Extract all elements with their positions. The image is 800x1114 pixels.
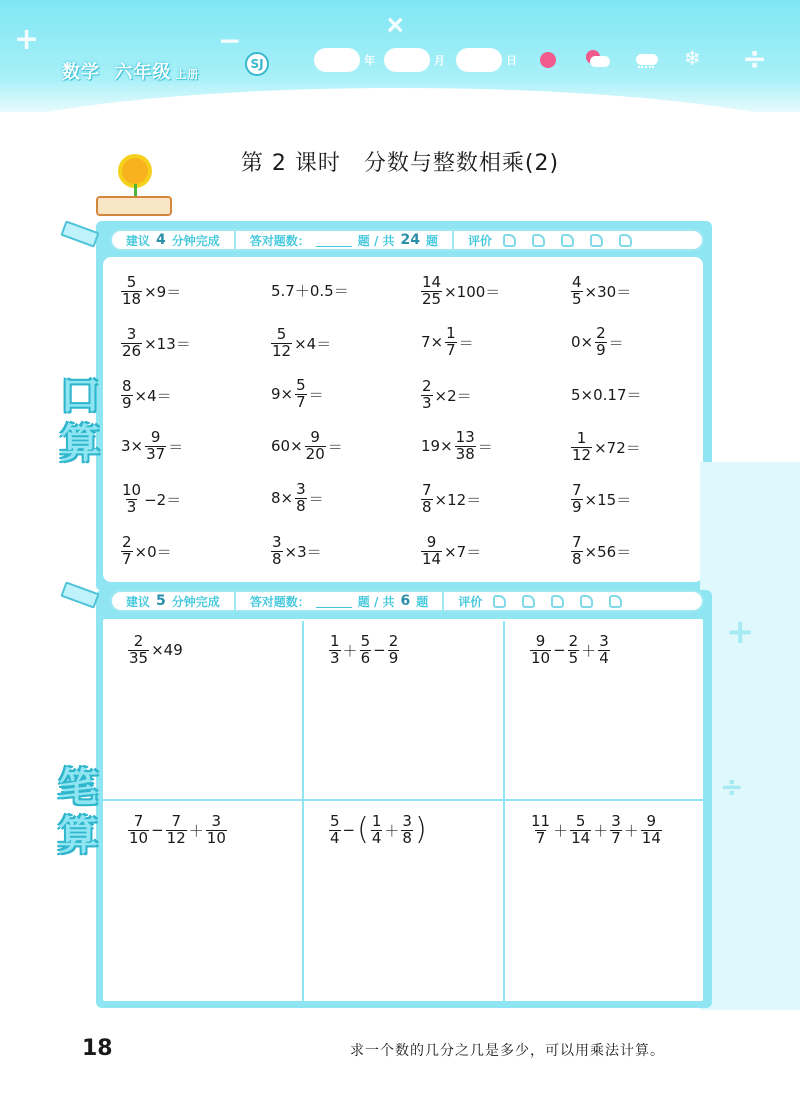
operator-text: 9× [271,385,294,403]
math-expression [120,275,182,308]
fraction [571,483,583,516]
score-count: 答对题数： 题 / 共 24 题 [249,232,439,248]
denominator: 18 [122,290,142,308]
operator-text: ＋ [581,641,597,660]
fraction [121,275,142,308]
written-problem[interactable] [103,801,304,1001]
numerator: 3 [211,812,222,830]
numerator: 2 [122,533,132,552]
operator-text: − [553,641,566,660]
day-label: 日 [506,54,517,67]
operator-text: ＝ [458,333,474,352]
denominator: 12 [572,446,592,464]
mental-problem[interactable] [120,480,270,516]
rating: 评价 [454,232,651,249]
fraction [305,427,326,463]
written-problem[interactable] [304,801,505,1001]
denominator: 10 [531,648,551,667]
denominator: 4 [371,828,382,847]
numerator: 11 [531,812,551,830]
written-problem[interactable] [103,621,304,801]
operator-text: ＝ [327,437,343,456]
times-decoration-icon: + [375,4,416,45]
denominator: 20 [305,444,325,463]
fraction [145,427,166,463]
fraction [360,634,372,667]
mental-problem[interactable] [570,532,720,568]
denominator: 9 [572,498,582,516]
denominator: 12 [272,342,292,360]
numerator: 3 [402,812,412,830]
fraction [128,634,149,667]
mental-problem[interactable] [570,428,720,464]
fraction [388,634,400,667]
mental-problem[interactable] [120,427,270,463]
operator-text: 8× [271,489,294,507]
numerator: 7 [133,812,144,830]
numerator: 4 [572,273,582,292]
sunny-icon[interactable] [540,52,556,68]
math-expression [328,634,400,667]
math-expression [420,379,473,412]
numerator: 2 [133,632,144,650]
correct-count-field[interactable] [316,234,352,247]
numerator: 3 [611,812,621,830]
numerator: 5 [276,325,287,344]
suggested-time: 建议 5 分钟完成 [126,593,220,609]
month-label: 月 [434,54,445,67]
fraction [329,814,341,847]
minus-decoration-icon: − [218,24,242,57]
math-expression [328,814,428,847]
math-expression [120,535,173,568]
written-problem[interactable] [304,621,505,801]
math-expression [570,323,625,359]
math-expression [270,375,325,411]
numerator: 7 [572,481,582,500]
operator-text: − [373,641,386,660]
thumbs-up-icon[interactable] [503,234,516,247]
fraction [329,634,341,667]
math-expression [127,634,184,667]
numerator: 7 [422,481,432,500]
lesson-title: 第 2 课时 分数与整数相乘(2) [240,151,560,176]
mental-info-bar [110,229,704,251]
denominator: 3 [126,498,137,516]
numerator: 14 [422,273,442,292]
math-expression [127,814,228,847]
denominator: 12 [166,828,186,847]
numerator: 9 [426,533,437,552]
fraction [445,323,457,359]
plus-decoration-icon: + [14,22,40,57]
denominator: 7 [122,550,132,568]
denominator: 6 [360,648,371,667]
operator-text: ×30＝ [584,283,632,301]
pencil-icon [62,583,102,603]
math-expression [420,535,482,568]
operator-text: 60× [271,437,303,455]
numerator: 10 [122,481,142,500]
denominator: 7 [296,392,306,411]
math-expression [570,535,632,568]
operator-text: − [151,821,164,840]
numerator: 3 [296,479,306,498]
fraction [271,327,292,360]
math-expression [570,431,642,464]
written-problems [103,621,703,1001]
operator-text: ×12＝ [434,491,482,509]
mental-problems [120,264,720,576]
math-expression [529,634,611,667]
fraction [568,634,580,667]
denominator: 8 [296,496,306,515]
math-expression [270,280,350,301]
numerator: 1 [446,323,456,342]
operator-text: ＝ [608,333,624,352]
mental-problem[interactable] [120,376,270,412]
math-expression [270,427,344,463]
denominator: 9 [596,340,606,359]
fraction [371,814,383,847]
fraction [295,375,307,411]
mental-problem[interactable] [270,324,420,360]
operator-text: ＝ [308,385,324,404]
math-expression [570,275,632,308]
fraction [530,814,551,847]
thumbs-up-icon[interactable] [532,234,545,247]
operator-text: − [342,821,356,840]
thumbs-up-icon[interactable] [522,595,535,608]
mental-problem[interactable] [420,376,570,412]
denominator: 4 [599,648,609,667]
mental-problem[interactable] [420,323,570,359]
correct-count-field[interactable] [316,595,352,608]
thumbs-up-icon[interactable] [590,234,603,247]
operator-text: ×2＝ [434,387,472,405]
operator-text: ＝ [308,489,324,508]
operator-text: 3× [121,437,144,455]
operator-text: ＋ [384,821,400,840]
fraction [166,814,187,847]
numerator: 9 [646,812,657,830]
numerator: 13 [455,427,475,446]
year-label: 年 [364,54,375,67]
operator-text: ×7＝ [444,543,482,561]
denominator: 14 [571,828,591,847]
thumbs-up-icon[interactable] [619,234,632,247]
numerator: 5 [330,812,340,830]
plus-decoration-icon: + [726,612,755,652]
thumbs-up-icon[interactable] [551,595,564,608]
fraction [571,275,583,308]
parenthesis: ) [414,812,427,848]
numerator: 5 [296,375,306,394]
fraction [121,379,133,412]
year-field[interactable] [314,48,360,72]
math-expression [270,479,325,515]
denominator: 8 [422,498,432,516]
operator-text: 19× [421,437,453,455]
fraction [641,814,662,847]
rainy-icon[interactable] [634,54,660,70]
math-expression [270,535,323,568]
operator-text: ＋ [342,641,358,660]
operator-text: ×100＝ [444,283,501,301]
numerator: 9 [150,427,161,446]
mental-problem[interactable] [120,532,270,568]
numerator: 7 [572,533,582,552]
snow-icon[interactable]: ❄ [684,46,701,70]
operator-text: ×49 [151,641,183,660]
fraction [206,814,227,847]
denominator: 9 [388,648,399,667]
fraction [421,275,442,308]
fraction [421,379,433,412]
denominator: 4 [330,828,340,847]
operator-text: ＝ [477,437,493,456]
fraction [271,535,283,568]
publisher-badge: SJ [245,52,269,76]
denominator: 10 [206,828,226,847]
denominator: 38 [455,444,475,463]
denominator: 35 [129,648,149,667]
mental-problem[interactable] [270,375,420,411]
fraction [610,814,622,847]
math-expression [529,814,663,847]
denominator: 9 [122,394,132,412]
mental-problem[interactable] [570,480,720,516]
written-label: 笔算 [58,765,98,859]
month-field[interactable] [384,48,430,72]
mental-label: 口算 [60,373,100,467]
thumbs-up-icon[interactable] [561,234,574,247]
operator-text: ×9＝ [144,283,182,301]
suggested-time: 建议 4 分钟完成 [126,232,220,248]
operator-text: ×4＝ [134,387,172,405]
page-number: 18 [82,1036,113,1061]
operator-text: 7× [421,333,444,351]
operator-text: ×4＝ [294,335,332,353]
math-expression [420,427,494,463]
numerator: 5 [126,273,137,292]
fraction [571,431,592,464]
numerator: 2 [568,632,579,650]
operator-text: ×3＝ [284,543,322,561]
fraction [121,483,142,516]
fraction [570,814,591,847]
math-expression [420,323,475,359]
operator-text: 5.7＋0.5＝ [271,281,349,300]
numerator: 1 [371,812,382,830]
rating: 评价 [444,593,641,610]
math-expression [420,275,501,308]
denominator: 14 [422,550,442,568]
numerator: 5 [360,632,371,650]
operator-text: ×0＝ [134,543,172,561]
mental-problem[interactable] [270,532,420,568]
denominator: 7 [535,828,546,847]
denominator: 5 [572,290,582,308]
denominator: 7 [611,828,621,847]
mental-problem[interactable] [120,324,270,360]
pencil-icon [62,222,102,242]
denominator: 7 [446,340,456,359]
numerator: 2 [596,323,606,342]
partly-cloudy-icon[interactable] [582,50,610,68]
parenthesis: ( [357,812,369,848]
numerator: 3 [126,325,137,344]
denominator: 25 [422,290,442,308]
operator-text: ＋ [553,821,569,840]
mental-problem[interactable] [270,479,420,515]
written-info-bar [110,590,704,612]
mental-problem[interactable] [420,272,570,308]
mental-problem[interactable] [570,323,720,359]
written-problem[interactable] [505,801,703,1001]
thumbs-up-icon[interactable] [609,595,622,608]
denominator: 26 [122,342,142,360]
numerator: 5 [575,812,586,830]
numerator: 1 [576,429,587,448]
footer-tip: 求一个数的几分之几是多少，可以用乘法计算。 [350,1043,665,1059]
mental-problem[interactable] [270,427,420,463]
operator-text: ＋ [188,821,204,840]
numerator: 7 [171,812,181,830]
fraction [128,814,149,847]
operator-text: 5×0.17＝ [571,385,642,404]
math-expression [120,379,173,412]
operator-text: ×72＝ [594,439,641,457]
numerator: 1 [330,632,340,650]
operator-text: ＋ [593,821,609,840]
mental-problem[interactable] [570,272,720,308]
fraction [530,634,551,667]
mental-problem[interactable] [420,480,570,516]
written-problem[interactable] [505,621,703,801]
fraction [598,634,610,667]
denominator: 14 [641,828,661,847]
thumbs-up-icon[interactable] [580,595,593,608]
score-count: 答对题数： 题 / 共 6 题 [249,593,429,609]
denominator: 8 [402,828,412,847]
denominator: 8 [572,550,582,568]
page-edge-decoration [700,462,800,1010]
denominator: 3 [330,648,340,667]
operator-text: ＝ [168,437,184,456]
denominator: 8 [272,550,282,568]
math-expression [570,384,643,405]
math-expression [270,327,332,360]
numerator: 9 [535,632,546,650]
fraction [421,535,442,568]
numerator: 3 [599,632,609,650]
fraction [401,814,413,847]
denominator: 10 [129,828,149,847]
numerator: 9 [310,427,320,446]
denominator: 3 [422,394,432,412]
numerator: 2 [422,377,432,396]
fraction [571,535,583,568]
operator-text: ×15＝ [584,491,632,509]
mental-problem[interactable] [420,532,570,568]
numerator: 8 [122,377,132,396]
numerator: 3 [272,533,282,552]
operator-text: ×56＝ [584,543,632,561]
mental-problem[interactable] [270,280,420,301]
thumbs-up-icon[interactable] [493,595,506,608]
fraction [295,479,307,515]
mental-problem[interactable] [120,272,270,308]
math-expression [120,427,184,463]
operator-text: 0× [571,333,594,351]
day-field[interactable] [456,48,502,72]
operator-text: ＋ [623,821,639,840]
fraction [455,427,476,463]
math-expression [570,483,632,516]
denominator: 5 [568,648,579,667]
math-expression [120,483,182,516]
math-expression [120,327,192,360]
divide-decoration-icon: ÷ [720,770,744,803]
mental-problem[interactable] [570,384,720,405]
fraction [121,327,142,360]
divide-decoration-icon: ÷ [742,42,768,77]
fraction [595,323,607,359]
mental-problem[interactable] [420,427,570,463]
numerator: 2 [388,632,399,650]
denominator: 37 [146,444,166,463]
operator-text: ×13＝ [144,335,191,353]
book-title: 数学 六年级 上册 [62,62,200,83]
math-expression [420,483,482,516]
fraction [421,483,433,516]
operator-text: −2＝ [144,491,182,509]
fraction [121,535,133,568]
